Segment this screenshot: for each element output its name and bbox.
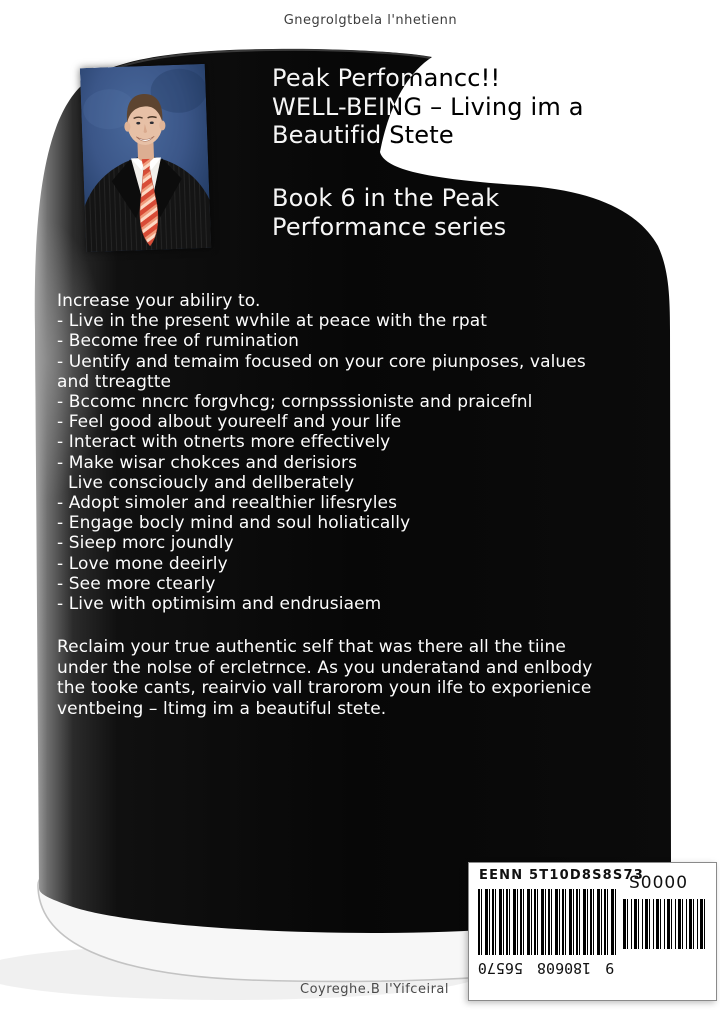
benefit-line: Increase your abiliry to. [57, 291, 261, 311]
title-line: WELL-BEING – Living im a [272, 92, 584, 121]
top-watermark-label: Gnegrolgtbela l'nhetienn [283, 13, 458, 28]
benefit-line: - Live with optimisim and endrusiaem [57, 594, 382, 615]
benefit-line: - Bccomc nncrc forgvhcg; cornpsssioniste and praicefnl [57, 392, 533, 413]
benefit-line: - Love mone deeirly [57, 553, 228, 574]
benefit-line: - Interact with otnerts more effectively [57, 432, 391, 453]
series-line: Performance series [272, 213, 507, 241]
benefits-list [57, 291, 586, 614]
series-line: Book 6 in the Peak [272, 184, 500, 212]
benefit-line: - See more ctearly [57, 573, 216, 594]
benefit-line: - Engage bocly mind and soul holiatically [57, 513, 411, 534]
benefit-line: Live conscioucly and dellberately [57, 472, 355, 493]
paragraph-line: under the nolse of ercletrnce. As you underatand and enlbody [57, 657, 593, 678]
price-barcode [623, 899, 705, 949]
benefit-line: - Uentify and temaim focused on your core piunposes, values [57, 351, 586, 372]
description-paragraph [57, 637, 592, 720]
barcode-digits: 9 180608 56570 [477, 959, 615, 977]
series-title [272, 184, 506, 242]
price-code-label: S0000 [629, 873, 689, 893]
book-title [272, 64, 584, 150]
barcode-panel [468, 862, 717, 1001]
benefit-line: - Sieep morc joundly [57, 533, 234, 554]
author-photo [80, 64, 211, 252]
title-line: Beautifid Stete [272, 121, 454, 149]
benefit-line: - Live in the present wvhile at peace with the rpat [57, 311, 488, 332]
isbn-label: EENN 5T10D8S8S73 [479, 868, 644, 883]
benefit-line: and ttreagtte [57, 371, 172, 392]
paragraph-line: Reclaim your true authentic self that was there all the tiine [57, 637, 566, 657]
title-line: Peak Perfomancc!! [272, 64, 501, 92]
bottom-watermark-label: Coyreghe.B l'Yifceiral [300, 982, 449, 997]
benefit-line: - Become free of rumination [57, 331, 300, 352]
paragraph-line: the tooke cants, reairvio vall trarorom youn ilfe to exporienice [57, 678, 592, 699]
paragraph-line: ventbeing – ltimg im a beautiful stete. [57, 699, 387, 720]
benefit-line: - Make wisar chokces and derisiors [57, 452, 358, 473]
benefit-line: - Adopt simoler and reealthier lifesryles [57, 493, 398, 514]
benefit-line: - Feel good albout youreelf and your life [57, 412, 402, 433]
barcode [478, 889, 616, 955]
